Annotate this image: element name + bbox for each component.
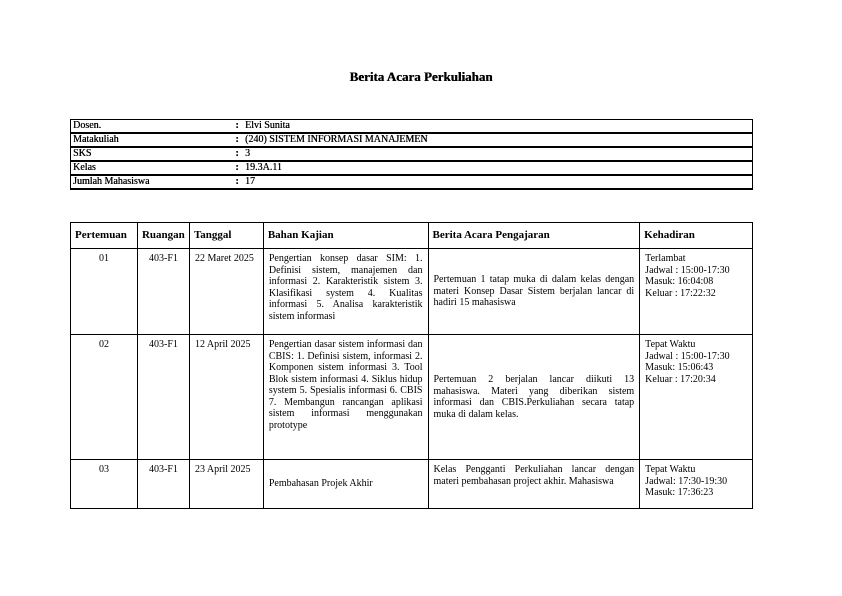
document-title: Berita Acara Perkuliahan	[349, 69, 493, 84]
table-header-row	[71, 223, 753, 249]
cell-kehadiran	[640, 249, 753, 335]
info-value: 3	[243, 147, 753, 161]
info-value: 17	[243, 175, 753, 189]
attendance-jadwal: Jadwal : 15:00-17:30	[645, 264, 730, 276]
attendance-status: Tepat Waktu	[645, 464, 696, 475]
table-row	[71, 460, 753, 509]
info-label: Matakuliah	[71, 133, 232, 147]
info-colon: :	[231, 175, 243, 189]
info-label: Kelas	[71, 161, 232, 175]
cell-tanggal: 23 April 2025	[189, 460, 263, 509]
header-kehadiran: Kehadiran	[640, 223, 753, 249]
header-ruangan: Ruangan	[137, 223, 189, 249]
info-colon: :	[231, 120, 243, 134]
header-berita-acara: Berita Acara Pengajaran	[428, 223, 640, 249]
attendance-jadwal: Jadwal: 17:30-19:30	[645, 475, 728, 487]
info-colon: :	[231, 133, 243, 147]
cell-berita-acara: Pertemuan 1 tatap muka di dalam kelas dengan materi Konsep Dasar Sistem berjalan lancar di hadiri 15 mahasiswa	[428, 249, 640, 335]
cell-pertemuan: 01	[71, 249, 138, 335]
info-value: (240) SISTEM INFORMASI MANAJEMEN	[243, 133, 753, 147]
cell-berita-acara: Pertemuan 2 berjalan lancar diikuti 13 mahasiswa. Materi yang diberikan sistem informasi dan CBIS.Perkuliahan secara tatap muka di dalam kelas.	[428, 335, 640, 460]
cell-tanggal: 12 April 2025	[189, 335, 263, 460]
attendance-keluar: Keluar : 17:20:34	[645, 373, 716, 385]
table-row	[71, 249, 753, 335]
cell-kehadiran	[640, 335, 753, 460]
cell-ruangan: 403-F1	[137, 335, 189, 460]
info-row-matakuliah	[71, 133, 753, 147]
cell-ruangan: 403-F1	[137, 460, 189, 509]
attendance-masuk: Masuk: 17:36:23	[645, 487, 714, 498]
info-row-dosen	[71, 120, 753, 134]
info-colon: :	[231, 161, 243, 175]
info-label: Dosen.	[71, 120, 232, 134]
info-colon: :	[231, 147, 243, 161]
course-info-table	[70, 119, 753, 190]
header-tanggal: Tanggal	[189, 223, 263, 249]
info-row-kelas	[71, 161, 753, 175]
info-label: Jumlah Mahasiswa	[71, 175, 232, 189]
cell-kehadiran	[640, 460, 753, 509]
attendance-status: Terlambat	[645, 253, 686, 264]
cell-bahan-kajian: Pembahasan Projek Akhir	[263, 460, 428, 509]
lecture-log-table	[70, 222, 753, 509]
cell-berita-acara: Kelas Pengganti Perkuliahan lancar dengan materi pembahasan project akhir. Mahasiswa	[428, 460, 640, 509]
cell-tanggal: 22 Maret 2025	[189, 249, 263, 335]
header-bahan-kajian: Bahan Kajian	[263, 223, 428, 249]
table-row	[71, 335, 753, 460]
attendance-masuk: Masuk: 16:04:08	[645, 276, 714, 287]
attendance-status: Tepat Waktu	[645, 339, 696, 350]
info-label: SKS	[71, 147, 232, 161]
cell-pertemuan: 03	[71, 460, 138, 509]
info-value: 19.3A.11	[243, 161, 753, 175]
info-row-sks	[71, 147, 753, 161]
info-row-jumlah-mahasiswa	[71, 175, 753, 189]
attendance-jadwal: Jadwal : 15:00-17:30	[645, 350, 730, 362]
cell-ruangan: 403-F1	[137, 249, 189, 335]
info-value: Elvi Sunita	[243, 120, 753, 134]
header-pertemuan: Pertemuan	[71, 223, 138, 249]
cell-pertemuan: 02	[71, 335, 138, 460]
cell-bahan-kajian: Pengertian dasar sistem informasi dan CBIS: 1. Definisi sistem, informasi 2. Komponen sistem informasi 3. Tool Blok sistem informasi 4. Siklus hidup system 5. Spesialis informasi 6. CBIS 7. Membangun rancangan aplikasi sistem informasi menggunakan prototype	[263, 335, 428, 460]
attendance-keluar: Keluar : 17:22:32	[645, 287, 716, 299]
cell-bahan-kajian: Pengertian konsep dasar SIM: 1. Definisi sistem, manajemen dan informasi 2. Karakteristik sistem 3. Klasifikasi system 4. Kualitas informasi 5. Analisa karakteristik sistem informasi	[263, 249, 428, 335]
attendance-masuk: Masuk: 15:06:43	[645, 362, 714, 373]
